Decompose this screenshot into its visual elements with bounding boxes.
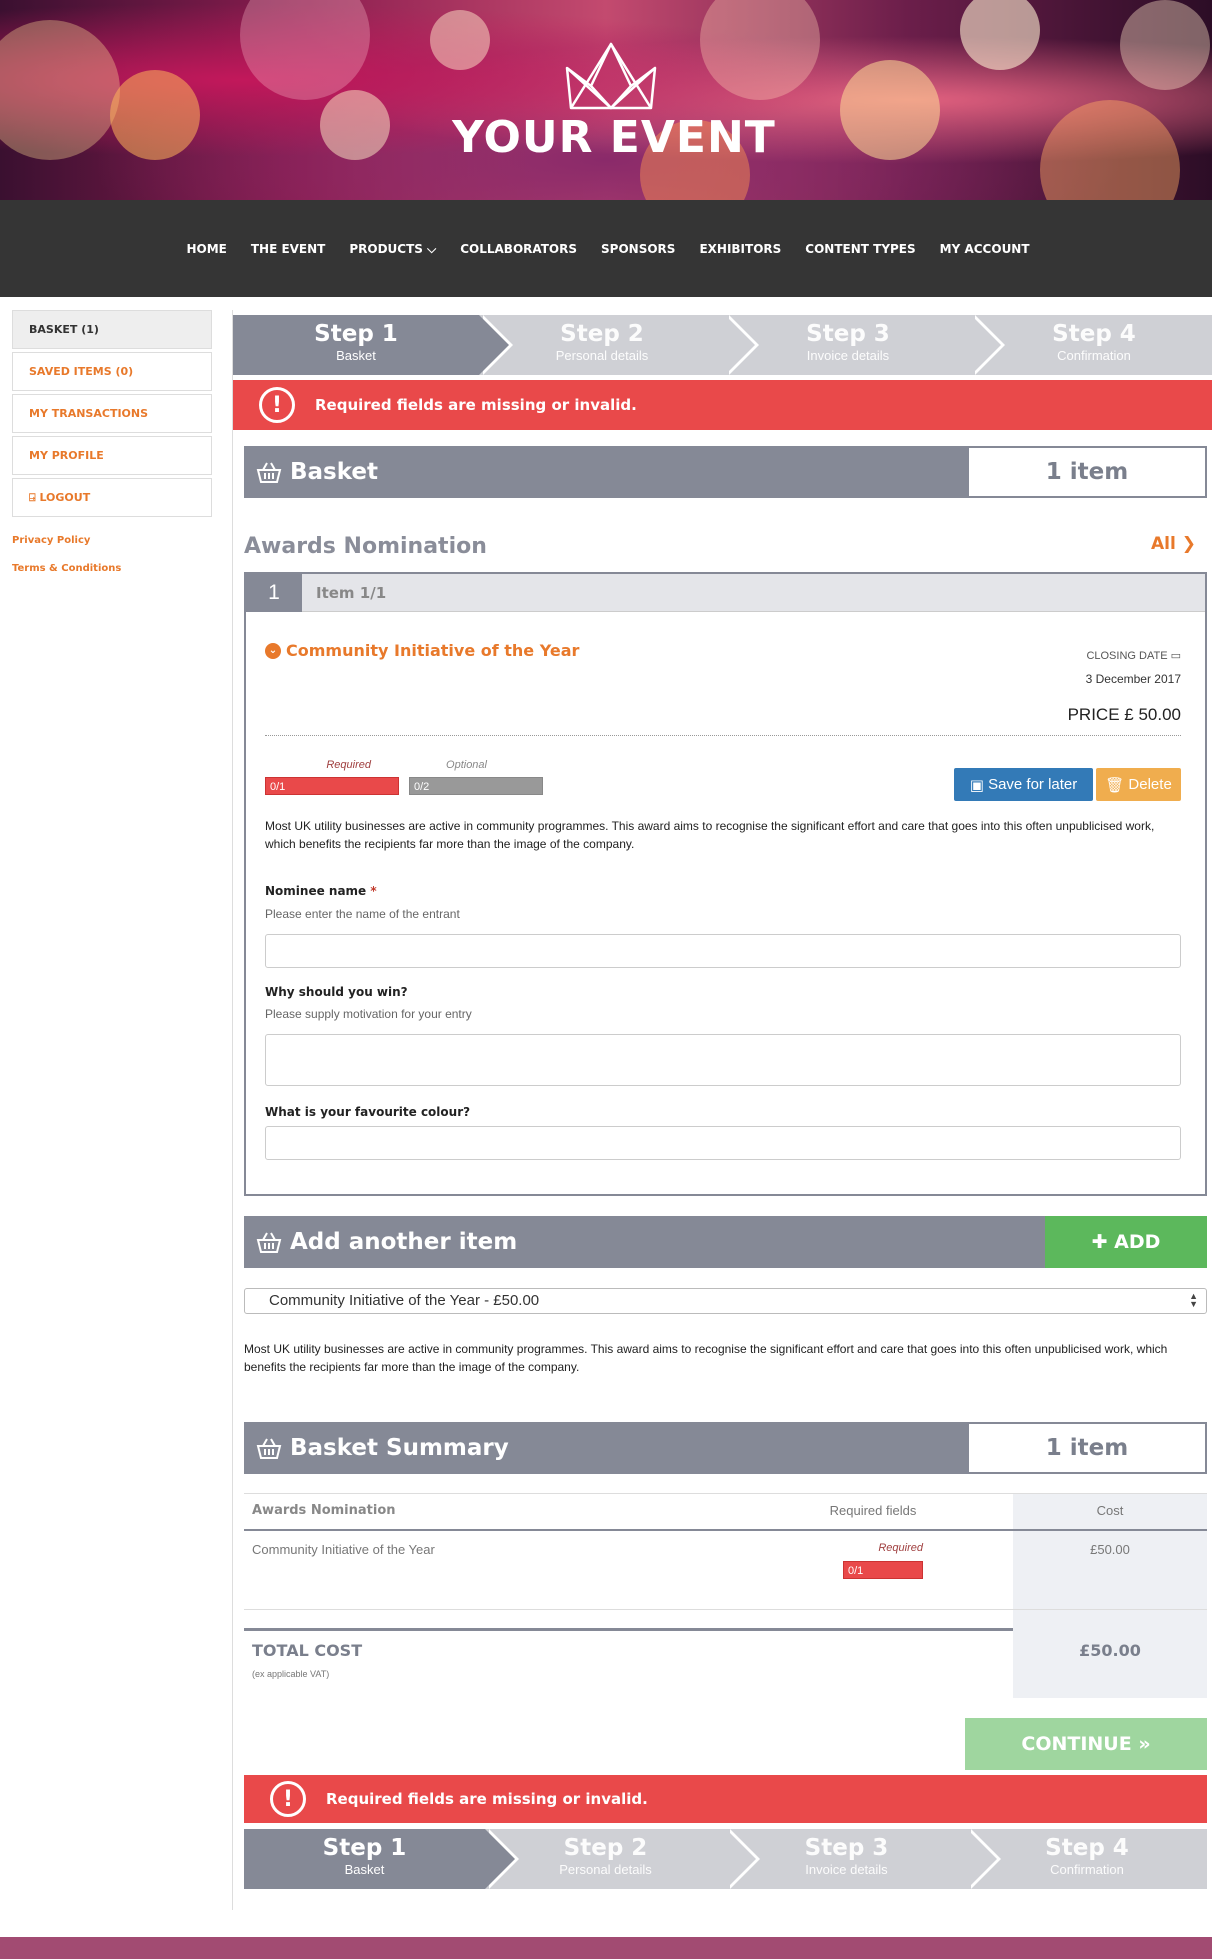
item-description: Most UK utility businesses are active in community programmes. This award aims to recognise the significant effort and care that goes into this often unpublicised work, which benefits the recipients far more than the image of the company. — [265, 819, 1155, 851]
basket-summary-count: 1 item — [969, 1424, 1205, 1472]
section-title: Awards Nomination — [244, 534, 487, 559]
step-title: Step 4 — [1045, 1835, 1129, 1861]
exclamation-icon: ! — [259, 387, 295, 423]
nominee-name-hint: Please enter the name of the entrant — [265, 907, 460, 921]
step-subtitle: Personal details — [559, 1862, 652, 1877]
item-label: Item 1/1 — [316, 583, 387, 602]
item-price: PRICE £ 50.00 — [1067, 705, 1181, 724]
trash-icon: 🗑 — [1105, 776, 1129, 794]
add-button[interactable] — [1045, 1216, 1207, 1268]
total-cost-label: TOTAL COST — [252, 1641, 363, 1660]
divider — [244, 1609, 1207, 1610]
nominee-name-label — [265, 884, 377, 898]
step-title: Step 2 — [560, 321, 644, 347]
calendar-icon: ▭ — [1170, 650, 1181, 662]
closing-date-text: CLOSING DATE — [1086, 650, 1168, 662]
divider — [244, 1529, 1207, 1531]
favourite-colour-label: What is your favourite colour? — [265, 1105, 471, 1119]
product-select[interactable] — [244, 1288, 1207, 1314]
summary-required-progress: 0/1 — [843, 1561, 923, 1579]
step-3[interactable] — [726, 1829, 967, 1889]
nav-item-content-types[interactable]: CONTENT TYPES — [805, 242, 916, 256]
step-subtitle: Invoice details — [806, 348, 890, 363]
main-content — [232, 310, 1212, 1910]
basket-summary-title: Basket Summary — [290, 1435, 509, 1461]
chevron-right-circle-icon: ❯ — [1181, 534, 1196, 554]
favourite-colour-input[interactable] — [265, 1126, 1181, 1160]
basket-icon — [256, 1436, 282, 1460]
exclamation-icon: ! — [270, 1781, 306, 1817]
step-2[interactable] — [479, 315, 725, 375]
total-cost-value: £50.00 — [1079, 1641, 1141, 1660]
step-subtitle: Invoice details — [805, 1862, 888, 1877]
footer — [0, 1937, 1212, 1959]
step-subtitle: Personal details — [555, 348, 649, 363]
add-button-label: ADD — [1114, 1231, 1161, 1253]
bokeh — [240, 0, 370, 100]
sidebar — [12, 310, 212, 591]
bokeh — [430, 10, 490, 70]
item-number: 1 — [246, 574, 302, 612]
nav-item-the-event[interactable]: THE EVENT — [250, 242, 326, 256]
step-subtitle: Basket — [336, 348, 376, 363]
sidebar-item-my-transactions[interactable]: MY TRANSACTIONS — [12, 394, 212, 433]
basket-title: Basket — [290, 459, 379, 485]
step-subtitle: Basket — [344, 1862, 385, 1877]
main-nav — [0, 200, 1212, 297]
step-subtitle: Confirmation — [1050, 1862, 1124, 1877]
delete-label: Delete — [1128, 776, 1172, 793]
bokeh — [1120, 0, 1210, 90]
terms-conditions-link[interactable]: Terms & Conditions — [12, 563, 122, 574]
select-caret-icon: ▲ ▼ — [1189, 1291, 1198, 1309]
cost-column — [1013, 1493, 1207, 1698]
sidebar-item-saved-items[interactable]: SAVED ITEMS (0) — [12, 352, 212, 391]
item-header — [246, 574, 1205, 612]
sidebar-item-logout-label: LOGOUT — [39, 491, 91, 504]
step-title: Step 1 — [314, 321, 398, 347]
nav-item-home[interactable]: HOME — [186, 242, 227, 256]
basket-icon — [256, 1230, 282, 1254]
step-title: Step 3 — [806, 321, 890, 347]
floppy-disk-icon: ▣ — [969, 776, 989, 794]
nominee-name-input[interactable] — [265, 934, 1181, 968]
add-item-header — [244, 1216, 1049, 1268]
optional-label: Optional — [446, 759, 487, 771]
step-2[interactable] — [485, 1829, 726, 1889]
divider — [265, 735, 1181, 736]
error-alert-text: Required fields are missing or invalid. — [326, 1790, 648, 1808]
continue-button[interactable]: CONTINUE » — [965, 1718, 1207, 1770]
nav-item-sponsors[interactable]: SPONSORS — [601, 242, 676, 256]
basket-count: 1 item — [969, 448, 1205, 496]
product-name-label: Community Initiative of the Year — [286, 641, 580, 660]
required-label: Required — [326, 759, 371, 771]
sidebar-item-my-profile[interactable]: MY PROFILE — [12, 436, 212, 475]
checkout-steps-bottom — [244, 1829, 1207, 1889]
summary-col-cost: Cost — [1096, 1503, 1124, 1518]
nav-item-products[interactable]: PRODUCTS ⌵ — [349, 242, 437, 256]
crown-logo-icon — [563, 38, 659, 118]
summary-required-label: Required — [878, 1542, 923, 1554]
why-win-label: Why should you win? — [265, 985, 408, 999]
summary-row-cost: £50.00 — [1090, 1542, 1130, 1557]
step-title: Step 2 — [563, 1835, 648, 1861]
sidebar-item-logout[interactable] — [12, 478, 212, 517]
plus-icon: ✚ — [1091, 1231, 1115, 1253]
save-for-later-button[interactable] — [954, 768, 1093, 801]
chevron-down-circle-icon: ⌄ — [265, 643, 281, 659]
basket-header — [244, 446, 1207, 498]
error-alert-text: Required fields are missing or invalid. — [315, 396, 637, 414]
checkout-steps-top — [233, 315, 1212, 375]
bokeh — [700, 0, 820, 100]
step-subtitle: Confirmation — [1057, 348, 1131, 363]
basket-icon — [256, 460, 282, 484]
all-link[interactable] — [1151, 534, 1196, 554]
bokeh — [960, 0, 1040, 70]
nominee-name-label-text: Nominee name — [265, 884, 367, 898]
vat-note: (ex applicable VAT) — [252, 1669, 330, 1679]
nav-item-my-account[interactable]: MY ACCOUNT — [939, 242, 1030, 256]
nav-item-exhibitors[interactable]: EXHIBITORS — [699, 242, 782, 256]
hero-banner — [0, 0, 1212, 200]
hero-title: YOUR EVENT — [452, 112, 776, 163]
closing-date-value: 3 December 2017 — [1085, 672, 1181, 686]
why-win-textarea[interactable] — [265, 1034, 1181, 1086]
basket-item — [244, 572, 1207, 1196]
nav-item-collaborators[interactable]: COLLABORATORS — [460, 242, 578, 256]
sidebar-item-basket[interactable]: BASKET (1) — [12, 310, 212, 349]
privacy-policy-link[interactable]: Privacy Policy — [12, 535, 91, 546]
product-select-value: Community Initiative of the Year - £50.00 — [269, 1292, 540, 1309]
add-item-title: Add another item — [290, 1229, 518, 1255]
optional-progress: 0/2 — [409, 777, 543, 795]
step-1[interactable] — [244, 1829, 485, 1889]
step-4[interactable] — [967, 1829, 1207, 1889]
summary-col-required: Required fields — [829, 1503, 917, 1518]
delete-button[interactable] — [1096, 768, 1181, 801]
why-win-hint: Please supply motivation for your entry — [265, 1007, 472, 1021]
step-title: Step 4 — [1052, 321, 1136, 347]
step-3[interactable] — [725, 315, 971, 375]
summary-row-name: Community Initiative of the Year — [252, 1542, 435, 1557]
required-progress: 0/1 — [265, 777, 399, 795]
add-item-description: Most UK utility businesses are active in community programmes. This award aims to recognise the significant effort and care that goes into this often unpublicised work, which benefits the recipients far more than the image of the company. — [244, 1342, 1168, 1374]
logout-icon: ⍈ — [29, 491, 40, 504]
save-for-later-label: Save for later — [988, 776, 1078, 793]
error-alert-top — [233, 380, 1212, 430]
divider — [244, 1493, 1207, 1494]
divider — [244, 1628, 1013, 1631]
step-title: Step 1 — [322, 1835, 407, 1861]
step-4[interactable] — [971, 315, 1212, 375]
required-asterisk: * — [370, 884, 377, 898]
closing-date-label — [933, 649, 1181, 662]
error-alert-bottom — [244, 1775, 1207, 1823]
summary-col-product: Awards Nomination — [252, 1503, 396, 1518]
step-1[interactable] — [233, 315, 479, 375]
product-name[interactable] — [265, 641, 579, 660]
all-link-label: All — [1151, 534, 1176, 554]
step-title: Step 3 — [804, 1835, 889, 1861]
basket-summary-header — [244, 1422, 1207, 1474]
